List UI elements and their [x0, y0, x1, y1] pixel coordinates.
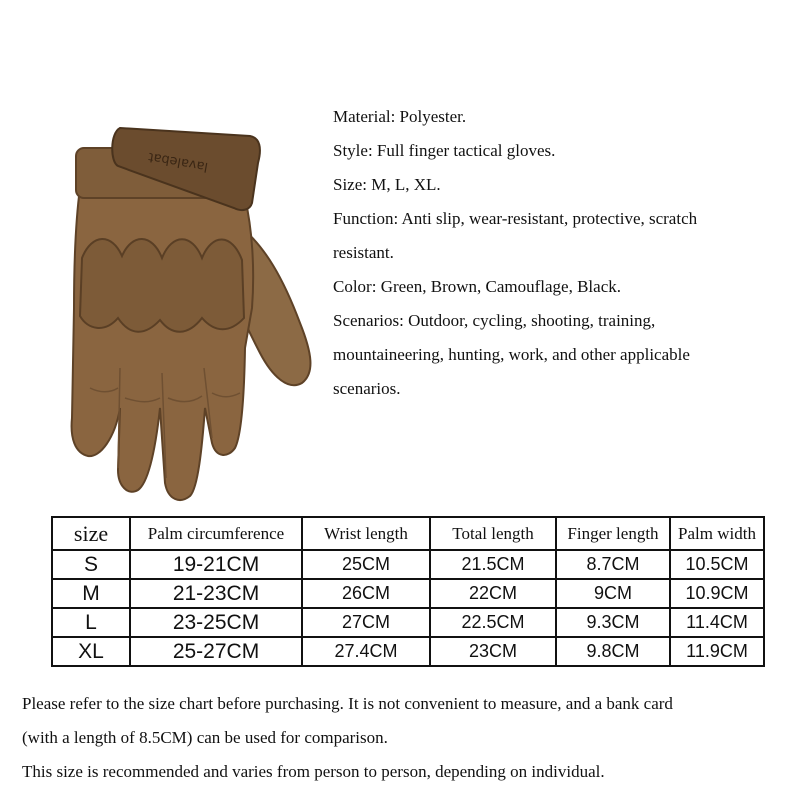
header-size: size — [52, 517, 130, 550]
table-row — [52, 608, 764, 637]
cell-total-length: 22CM — [430, 579, 556, 608]
cell-palm-circumference: 21-23CM — [130, 579, 302, 608]
cell-palm-circumference: 25-27CM — [130, 637, 302, 666]
note-recommendation: This size is recommended and varies from person to person, depending on individual. — [22, 762, 605, 781]
spec-material: Material: Polyester. — [333, 107, 467, 126]
spec-style: Style: Full finger tactical gloves. — [333, 141, 556, 160]
spec-scenarios-cont: mountaineering, hunting, work, and other applicable — [333, 345, 690, 364]
table-row — [52, 550, 764, 579]
cell-palm-width: 10.9CM — [670, 579, 764, 608]
cell-wrist-length: 26CM — [302, 579, 430, 608]
cell-finger-length: 9.3CM — [556, 608, 670, 637]
header-wrist-length: Wrist length — [302, 517, 430, 550]
cell-size: M — [52, 579, 130, 608]
product-specs — [333, 100, 773, 406]
header-finger-length: Finger length — [556, 517, 670, 550]
cell-total-length: 21.5CM — [430, 550, 556, 579]
cell-wrist-length: 27.4CM — [302, 637, 430, 666]
purchase-notes — [22, 687, 792, 789]
spec-size: Size: M, L, XL. — [333, 175, 441, 194]
spec-scenarios: Scenarios: Outdoor, cycling, shooting, training, — [333, 311, 656, 330]
cell-size: S — [52, 550, 130, 579]
cell-size: XL — [52, 637, 130, 666]
header-palm-width: Palm width — [670, 517, 764, 550]
cell-palm-circumference: 23-25CM — [130, 608, 302, 637]
note-size-chart: Please refer to the size chart before purchasing. It is not convenient to measure, and a bank card — [22, 694, 673, 713]
cell-total-length: 23CM — [430, 637, 556, 666]
cell-finger-length: 8.7CM — [556, 550, 670, 579]
table-row — [52, 637, 764, 666]
cell-palm-circumference: 19-21CM — [130, 550, 302, 579]
header-palm-circumference: Palm circumference — [130, 517, 302, 550]
cell-finger-length: 9CM — [556, 579, 670, 608]
glove-illustration — [30, 108, 330, 508]
cell-wrist-length: 27CM — [302, 608, 430, 637]
strap-logo: lavalebat — [147, 148, 210, 175]
cell-total-length: 22.5CM — [430, 608, 556, 637]
table-header-row — [52, 517, 764, 550]
size-chart-table — [51, 516, 765, 667]
cell-palm-width: 11.9CM — [670, 637, 764, 666]
header-total-length: Total length — [430, 517, 556, 550]
cell-wrist-length: 25CM — [302, 550, 430, 579]
table-row — [52, 579, 764, 608]
cell-size: L — [52, 608, 130, 637]
spec-scenarios-end: scenarios. — [333, 379, 401, 398]
spec-function-cont: resistant. — [333, 243, 394, 262]
spec-color: Color: Green, Brown, Camouflage, Black. — [333, 277, 621, 296]
product-image — [30, 108, 330, 508]
cell-finger-length: 9.8CM — [556, 637, 670, 666]
glove-body — [72, 188, 254, 500]
spec-function: Function: Anti slip, wear-resistant, protective, scratch — [333, 209, 698, 228]
cell-palm-width: 11.4CM — [670, 608, 764, 637]
note-bank-card: (with a length of 8.5CM) can be used for comparison. — [22, 728, 388, 747]
cell-palm-width: 10.5CM — [670, 550, 764, 579]
